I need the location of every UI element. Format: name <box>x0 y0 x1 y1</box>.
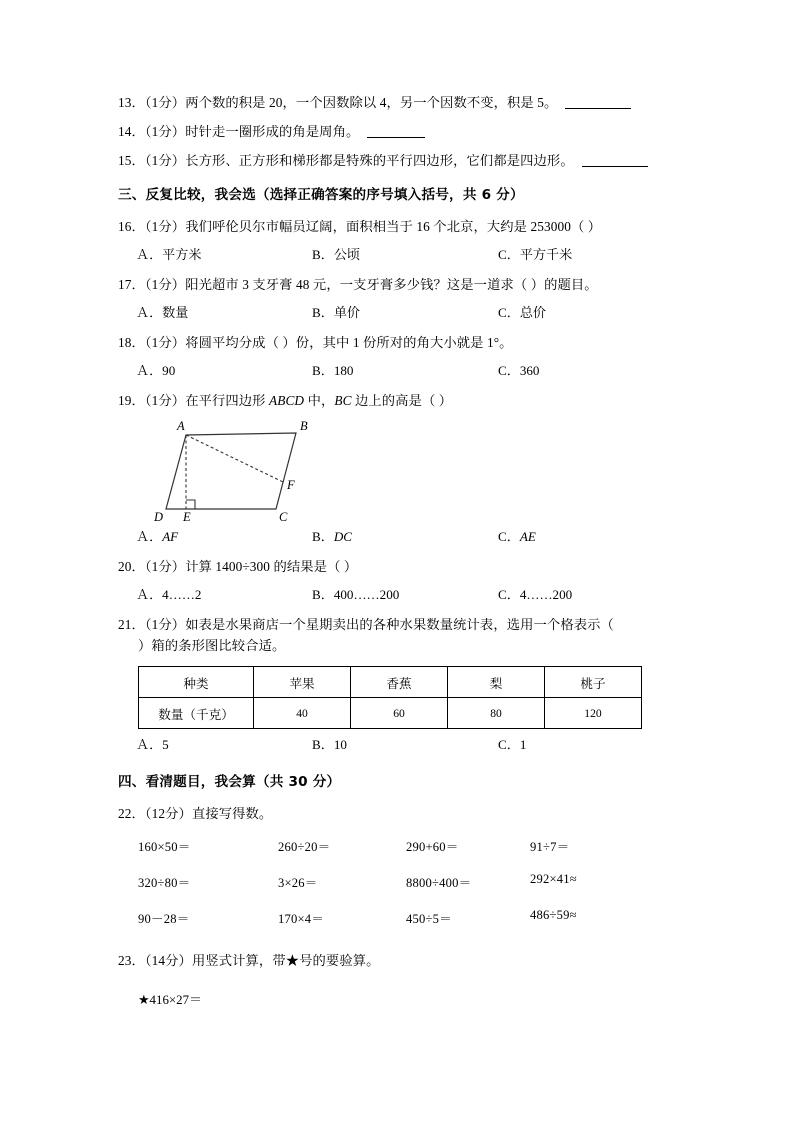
question-16-option-a[interactable]: Ａ．平方米 <box>136 247 202 262</box>
calc-expression: 292×41≈ <box>530 872 577 886</box>
question-17-option-a[interactable]: Ａ．数量 <box>136 305 189 320</box>
question-14-points: （1分） <box>144 124 186 139</box>
question-21-option-a[interactable]: Ａ．5 <box>136 737 169 752</box>
question-18-stem: 将圆平均分成（ ）份，其中 1 份所对的角大小就是 1°。 <box>185 335 513 350</box>
table-header-peach: 桃子 <box>545 667 642 698</box>
question-19-label-abcd: ABCD <box>269 393 305 408</box>
calc-expression: 486÷59≈ <box>530 908 577 922</box>
question-18-option-a[interactable]: Ａ．90 <box>136 363 176 378</box>
question-15-points: （1分） <box>144 153 186 168</box>
question-19-option-a[interactable] <box>136 527 178 547</box>
vertex-label-e: E <box>183 510 191 521</box>
question-18-option-c[interactable]: C．360 <box>498 363 540 378</box>
question-17-stem: 阳光超市 3 支牙膏 48 元，一支牙膏多少钱？这是一道求（ ）的题目。 <box>185 277 598 292</box>
table-value-peach: 120 <box>545 698 642 729</box>
fruit-table-wrap <box>118 660 680 731</box>
question-21-option-b[interactable]: B．10 <box>312 737 347 752</box>
calc-expression: 90－28＝ <box>138 912 190 926</box>
question-23-problem-1: ★416×27＝ <box>138 993 202 1007</box>
calc-expression: 170×4＝ <box>278 912 325 926</box>
vertex-label-c: C <box>279 510 288 521</box>
table-header-banana: 香蕉 <box>351 667 448 698</box>
question-18-points: （1分） <box>144 335 186 350</box>
question-19-option-b-value: DC <box>333 529 353 544</box>
calc-row-2 <box>118 872 680 908</box>
question-16-number: 16 <box>118 219 132 234</box>
question-14-number: 14 <box>118 124 132 139</box>
question-15-number: 15 <box>118 153 132 168</box>
table-value-apple: 40 <box>254 698 351 729</box>
height-segment-af <box>186 435 283 482</box>
question-16-option-c[interactable]: C．平方千米 <box>498 247 573 262</box>
question-19-stem-pre: 在平行四边形 <box>185 393 270 408</box>
question-16: 16．（1分）我们呼伦贝尔市幅员辽阔，面积相当于 16 个北京，大约是 253000（ ） <box>118 219 602 234</box>
question-18-number: 18 <box>118 335 132 350</box>
question-19-label-bc: BC <box>334 393 352 408</box>
question-20-option-a[interactable]: Ａ．4……2 <box>136 587 202 602</box>
question-20-option-c[interactable]: C．4……200 <box>498 587 573 602</box>
question-13-answer-blank[interactable] <box>565 97 631 109</box>
question-23-points: （14分） <box>144 953 192 968</box>
question-19-option-b-label: B． <box>312 529 334 544</box>
question-22-number: 22 <box>118 806 132 821</box>
table-row-data <box>139 698 642 729</box>
question-17: 17．（1分）阳光超市 3 支牙膏 48 元，一支牙膏多少钱？这是一道求（ ）的题目。 <box>118 277 598 292</box>
question-15: 15．（1分）长方形、正方形和梯形都是特殊的平行四边形，它们都是四边形。 <box>118 146 680 175</box>
question-22: 22．（12分）直接写得数。 <box>118 806 273 821</box>
table-value-label: 数量（千克） <box>139 698 254 729</box>
table-value-banana: 60 <box>351 698 448 729</box>
question-21-number: 21 <box>118 617 132 632</box>
question-15-answer-blank[interactable] <box>582 155 648 167</box>
calc-expression: 8800÷400＝ <box>406 876 472 890</box>
question-19-option-a-label: Ａ． <box>136 529 163 544</box>
table-row-header <box>139 667 642 698</box>
question-13-number: 13 <box>118 95 132 110</box>
question-14: 14．（1分）时针走一圈形成的角是周角。 <box>118 117 680 146</box>
fruit-sales-table <box>138 666 642 729</box>
question-13-points: （1分） <box>144 95 186 110</box>
question-22-text: 直接写得数。 <box>191 806 273 821</box>
question-17-options <box>118 299 680 328</box>
right-angle-marker <box>186 500 195 509</box>
question-21-continued <box>118 635 680 660</box>
question-17-option-c[interactable]: C．总价 <box>498 305 547 320</box>
question-16-options <box>118 241 680 270</box>
table-header-apple: 苹果 <box>254 667 351 698</box>
question-17-points: （1分） <box>144 277 186 292</box>
question-19-points: （1分） <box>144 393 186 408</box>
question-19-option-c[interactable] <box>498 527 536 547</box>
question-15-text: 长方形、正方形和梯形都是特殊的平行四边形，它们都是四边形。 <box>185 153 574 168</box>
question-18: 18．（1分）将圆平均分成（ ）份，其中 1 份所对的角大小就是 1°。 <box>118 335 513 350</box>
section-four-heading: 四、看清题目，我会算（共 30 分） <box>118 774 341 790</box>
question-17-number: 17 <box>118 277 132 292</box>
question-21-points: （1分） <box>144 617 186 632</box>
question-21-stem-line1: 如表是水果商店一个星期卖出的各种水果数量统计表，选用一个格表示（ <box>185 617 614 632</box>
calc-expression: 320÷80＝ <box>138 876 191 890</box>
question-19-figure <box>118 417 680 523</box>
question-20-points: （1分） <box>144 559 186 574</box>
question-16-points: （1分） <box>144 219 186 234</box>
question-20-number: 20 <box>118 559 132 574</box>
vertex-label-b: B <box>300 419 308 433</box>
calc-expression: 3×26＝ <box>278 876 318 890</box>
calc-row-3 <box>118 908 680 944</box>
question-14-text: 时针走一圈形成的角是周角。 <box>185 124 360 139</box>
question-23: 23．（14分）用竖式计算，带★号的要验算。 <box>118 953 380 968</box>
calc-expression: 160×50＝ <box>138 840 191 854</box>
question-19-stem-mid: 中， <box>304 393 335 408</box>
calc-expression: 450÷5＝ <box>406 912 452 926</box>
question-19-option-c-label: C． <box>498 529 520 544</box>
question-21: 21．（1分）如表是水果商店一个星期卖出的各种水果数量统计表，选用一个格表示（ <box>118 617 614 632</box>
question-13-text: 两个数的积是 20，一个因数除以 4，另一个因数不变，积是 5。 <box>185 95 558 110</box>
question-19-option-a-value: AF <box>162 529 179 544</box>
calc-expression: 91÷7＝ <box>530 840 570 854</box>
calc-expression: 290+60＝ <box>406 840 459 854</box>
question-19-option-c-value: AE <box>519 529 536 544</box>
question-16-stem: 我们呼伦贝尔市幅员辽阔，面积相当于 16 个北京，大约是 253000（ ） <box>185 219 602 234</box>
question-20: 20．（1分）计算 1400÷300 的结果是（ ） <box>118 559 358 574</box>
calc-row-1 <box>118 836 680 872</box>
parallelogram-abcd-svg <box>148 417 338 521</box>
vertex-label-a: A <box>177 419 185 433</box>
section-three-heading: 三、反复比较，我会选（选择正确答案的序号填入括号，共 6 分） <box>118 187 524 203</box>
question-20-option-b[interactable]: B．400……200 <box>312 587 400 602</box>
question-19: 19．（1分）在平行四边形 ABCD 中，BC 边上的高是（ ） <box>118 393 453 408</box>
calc-expression: 260÷20＝ <box>278 840 331 854</box>
question-21-stem-line2: ）箱的条形图比较合适。 <box>138 638 286 653</box>
exam-content <box>118 88 680 1008</box>
question-19-stem-post: 边上的高是（ ） <box>351 393 453 408</box>
table-header-pear: 梨 <box>448 667 545 698</box>
question-20-stem: 计算 1400÷300 的结果是（ ） <box>185 559 358 574</box>
vertex-label-f: F <box>287 478 295 492</box>
question-18-option-b[interactable]: B．180 <box>312 363 354 378</box>
question-18-options <box>118 357 680 386</box>
question-14-answer-blank[interactable] <box>367 126 425 138</box>
table-header-label: 种类 <box>139 667 254 698</box>
question-21-option-c[interactable]: C．1 <box>498 737 527 752</box>
question-16-option-b[interactable]: B．公顷 <box>312 247 361 262</box>
question-17-option-b[interactable]: B．单价 <box>312 305 361 320</box>
question-22-grid <box>118 828 680 944</box>
question-22-points: （12分） <box>144 806 192 821</box>
question-19-option-b[interactable] <box>312 527 352 547</box>
question-20-options <box>118 581 680 610</box>
question-21-options <box>118 731 680 762</box>
table-value-pear: 80 <box>448 698 545 729</box>
question-23-text: 用竖式计算，带★号的要验算。 <box>191 953 380 968</box>
question-19-options <box>118 523 680 552</box>
question-23-number: 23 <box>118 953 132 968</box>
vertex-label-d: D <box>154 510 164 521</box>
question-19-number: 19 <box>118 393 132 408</box>
question-13: 13．（1分）两个数的积是 20，一个因数除以 4，另一个因数不变，积是 5。 <box>118 88 680 117</box>
